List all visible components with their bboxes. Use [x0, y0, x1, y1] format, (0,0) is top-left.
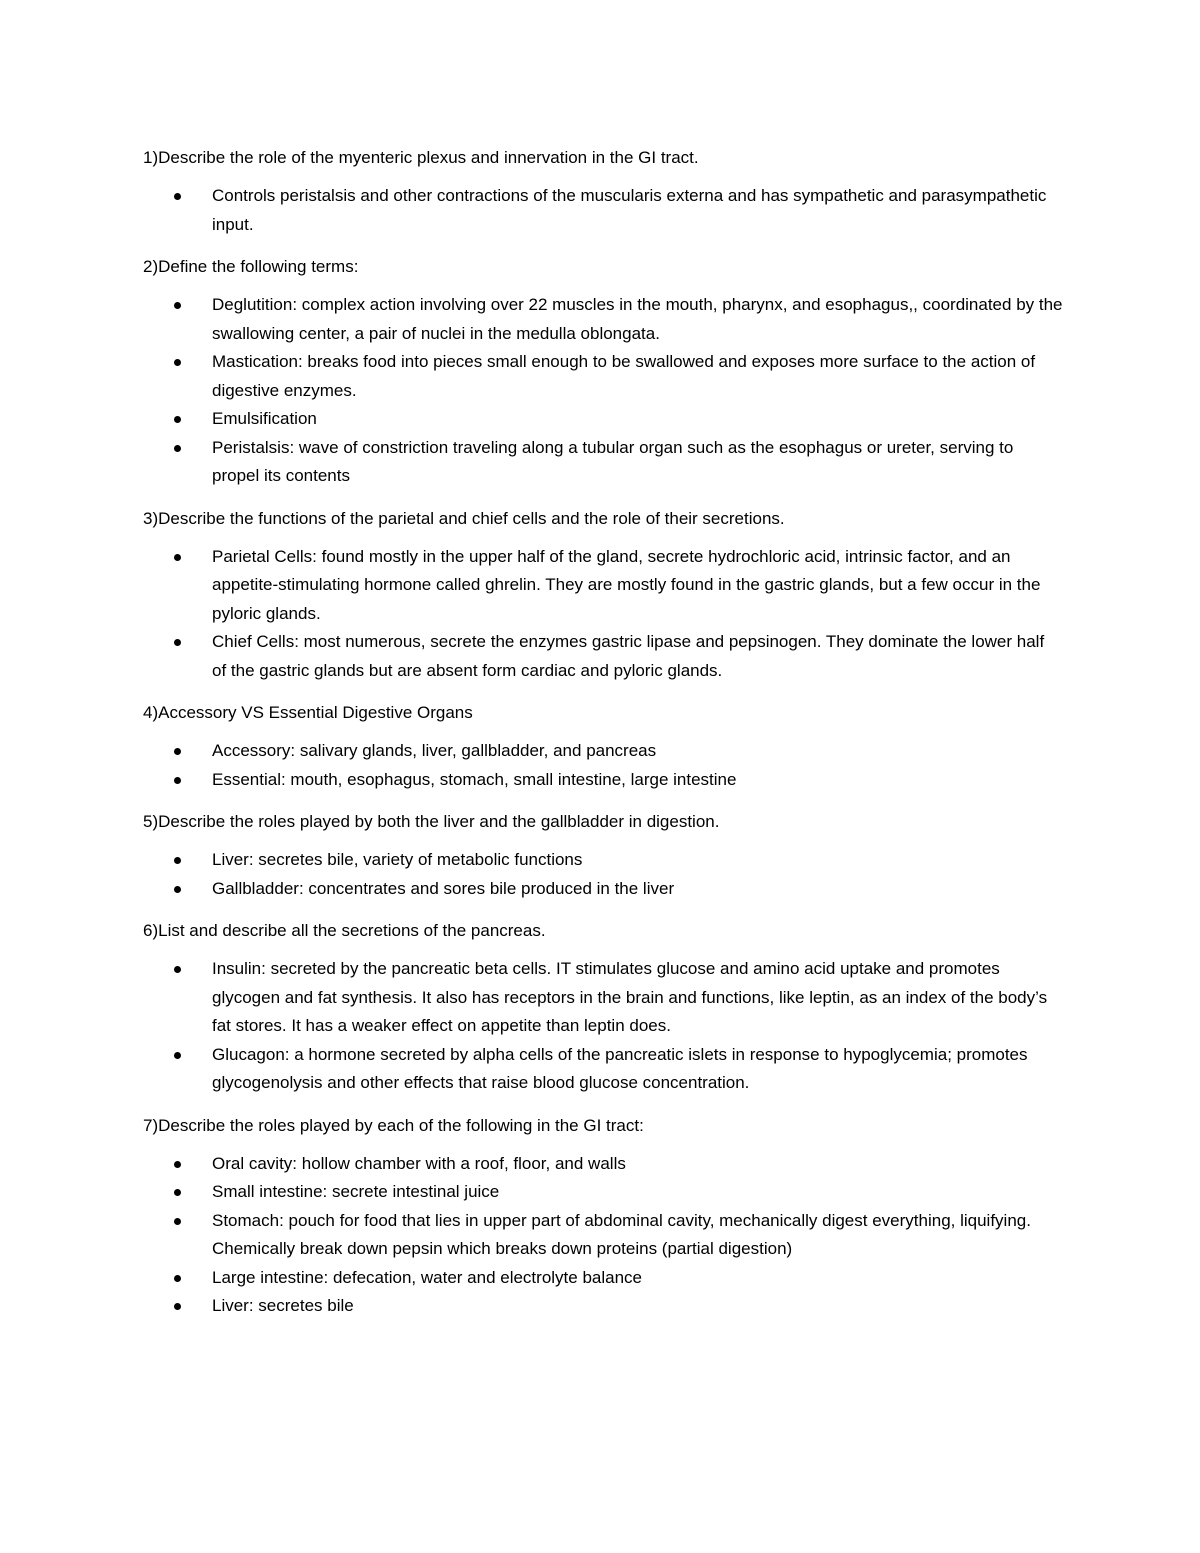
bullet-icon	[174, 748, 181, 755]
bullet-icon	[174, 777, 181, 784]
answer-text: Chief Cells: most numerous, secrete the enzymes gastric lipase and pepsinogen. They dominate the lower half of the gastric glands but are absent form cardiac and pyloric glands.	[212, 632, 1045, 680]
answer-text: Stomach: pouch for food that lies in upper part of abdominal cavity, mechanically digest everything, liquifying. Chemically break down pepsin which breaks down proteins (partial digestion)	[212, 1210, 1031, 1258]
answer-list-6	[143, 955, 1063, 1098]
list-item	[143, 1178, 1063, 1207]
question-6: 6)List and describe all the secretions of the pancreas.	[143, 921, 546, 940]
list-item	[143, 846, 1063, 875]
list-item	[143, 628, 1063, 685]
question-3: 3)Describe the functions of the parietal and chief cells and the role of their secretions.	[143, 508, 785, 528]
list-item	[143, 405, 1063, 434]
answer-text: Accessory: salivary glands, liver, gallbladder, and pancreas	[212, 741, 657, 760]
list-item	[143, 1150, 1063, 1179]
question-5: 5)Describe the roles played by both the liver and the gallbladder in digestion.	[143, 812, 720, 831]
list-item	[143, 1264, 1063, 1293]
list-item	[143, 543, 1063, 629]
bullet-icon	[174, 416, 181, 423]
list-item	[143, 955, 1063, 1041]
bullet-icon	[174, 966, 181, 973]
answer-text: Liver: secretes bile	[212, 1296, 354, 1315]
answer-text: Large intestine: defecation, water and electrolyte balance	[212, 1267, 642, 1287]
bullet-icon	[174, 554, 181, 561]
bullet-icon	[174, 359, 181, 366]
list-item	[143, 1292, 1063, 1321]
list-item	[143, 766, 1063, 795]
list-item	[143, 434, 1063, 491]
answer-text: Mastication: breaks food into pieces small enough to be swallowed and exposes more surface to the action of digestive enzymes.	[212, 352, 1036, 400]
answer-text: Parietal Cells: found mostly in the upper half of the gland, secrete hydrochloric acid, intrinsic factor, and an appetite-stimulating hormone called ghrelin. They are mostly found in the gastric glands, but a few occur in the pyloric glands.	[212, 546, 1041, 623]
bullet-icon	[174, 857, 181, 864]
question-2: 2)Define the following terms:	[143, 257, 359, 276]
bullet-icon	[174, 1303, 181, 1310]
answer-text: Controls peristalsis and other contractions of the muscularis externa and has sympathetic and parasympathetic input.	[212, 186, 1047, 234]
list-item	[143, 1041, 1063, 1098]
answer-text: Glucagon: a hormone secreted by alpha cells of the pancreatic islets in response to hypoglycemia; promotes glycogenolysis and other effects that raise blood glucose concentration.	[212, 1044, 1028, 1092]
bullet-icon	[174, 302, 181, 309]
bullet-icon	[174, 1189, 181, 1196]
bullet-icon	[174, 1052, 181, 1059]
answer-text: Oral cavity: hollow chamber with a roof, floor, and walls	[212, 1153, 626, 1173]
answer-text: Insulin: secreted by the pancreatic beta cells. IT stimulates glucose and amino acid uptake and promotes glycogen and fat synthesis. It also has receptors in the brain and functions, like leptin, as an index of the body’s fat stores. It has a weaker effect on appetite than leptin does.	[212, 959, 1048, 1035]
list-item	[143, 182, 1063, 239]
question-7: 7)Describe the roles played by each of the following in the GI tract:	[143, 1115, 644, 1135]
list-item	[143, 1207, 1063, 1264]
list-item	[143, 291, 1063, 348]
bullet-icon	[174, 1218, 181, 1225]
list-item	[143, 348, 1063, 405]
answer-list-7	[143, 1150, 1063, 1321]
answer-text: Peristalsis: wave of constriction traveling along a tubular organ such as the esophagus or ureter, serving to propel its contents	[212, 437, 1014, 485]
question-1: 1)Describe the role of the myenteric plexus and innervation in the GI tract.	[143, 148, 699, 167]
answer-text: Essential: mouth, esophagus, stomach, small intestine, large intestine	[212, 769, 737, 789]
answer-list-5	[143, 846, 1063, 903]
answer-text: Emulsification	[212, 409, 317, 428]
document-content	[143, 144, 1063, 1335]
answer-list-3	[143, 543, 1063, 686]
question-4: 4)Accessory VS Essential Digestive Organs	[143, 703, 473, 722]
answer-text: Small intestine: secrete intestinal juice	[212, 1182, 500, 1201]
list-item	[143, 875, 1063, 904]
answer-list-1	[143, 182, 1063, 239]
bullet-icon	[174, 193, 181, 200]
answer-text: Gallbladder: concentrates and sores bile produced in the liver	[212, 878, 675, 898]
list-item	[143, 737, 1063, 766]
answer-list-2	[143, 291, 1063, 491]
answer-text: Deglutition: complex action involving over 22 muscles in the mouth, pharynx, and esophagus,, coordinated by the swallowing center, a pair of nuclei in the medulla oblongata.	[212, 295, 1063, 343]
bullet-icon	[174, 445, 181, 452]
answer-list-4	[143, 737, 1063, 794]
bullet-icon	[174, 1161, 181, 1168]
bullet-icon	[174, 639, 181, 646]
answer-text: Liver: secretes bile, variety of metabolic functions	[212, 850, 583, 869]
bullet-icon	[174, 886, 181, 893]
bullet-icon	[174, 1275, 181, 1282]
